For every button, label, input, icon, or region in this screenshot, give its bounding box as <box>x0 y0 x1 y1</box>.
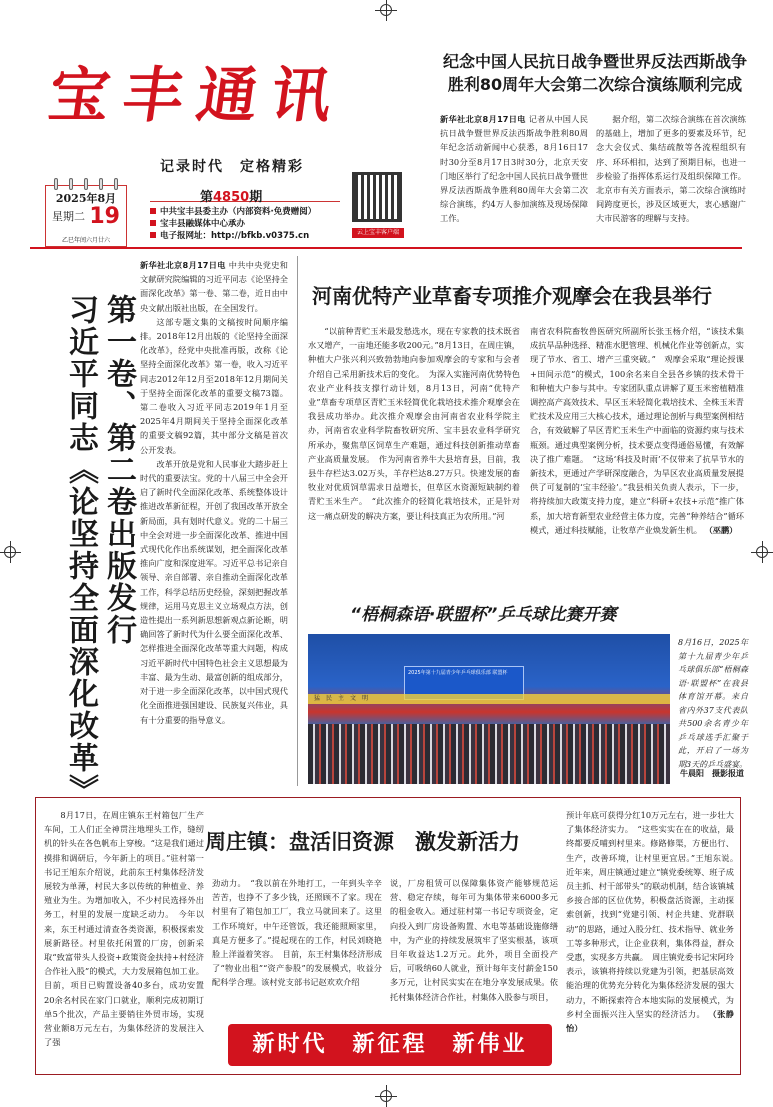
column-rule <box>297 256 298 786</box>
agri-story-text-2: 南省农科院畜牧兽医研究所副所长张玉杨介绍，“该技术集成抗旱品种选择、精准水肥管理、机械化作业等创新点，实现了节水、省工、增产三重突破。” 观摩会采取“理论授课+田间示范”的模式，100余名来自全县各乡镇的技术骨干和种植大户参与其中。专家团队重点讲解了夏玉米密植精准调控高产高效技术、旱区玉米轻简化栽培技术、全株玉米青贮技术及应用三大核心技术，通过理论剖析与典型案例相结合，有效破解了旱区青贮玉米生产中面临的资源约束与技术瓶颈。通过典型案例分析，技术要点变得通俗易懂，有效解决了推广难题。 “这场‘科技及时雨’不仅带来了抗旱节水的新技术，更通过产学研深度融合，为旱区农业高质量发展提供了可复制的‘宝丰经验’。”我县相关负责人表示，下一步，将持续加大政策支持力度，建立“科研+农技+示范”推广体系，加大培育新型农业经营主体力度，完善“种养结合”循环模式，通过科技赋能，让牧草产业焕发新生机。 <box>530 326 744 535</box>
publisher-line-1: 中共宝丰县委主办（内部资料·免费赠阅） <box>150 206 316 218</box>
publisher-line-3[interactable]: 电子报网址：http://bfkb.v0375.cn <box>150 230 316 242</box>
zhouzhuang-text-3: 说，厂房租赁可以保障集体资产能够规范运营、稳定存续，每年可为集体带来6000多元的租金收入。通过驻村第一书记专项资金，定向投入到厂房设备购置、水电等基础设施修缮中，为产业的持续发展筑牢了坚实根基，该项目年收益达1.2万元。此外，项目全面投产后，可吸纳60人就业，预计每年支付薪金150多万元，让村民实实在在地分享发展成果。依托村集体经济合作社，村集体入股参与项目， <box>390 878 558 1002</box>
agri-story-col-1 <box>308 324 520 576</box>
photo-banner-text: 2025年第十九届青少年乒乓球俱乐部 联盟杯 <box>408 670 508 676</box>
book-story-headline-col-1: 第一卷、第二卷出版发行 <box>101 294 136 646</box>
book-story-body <box>140 258 288 788</box>
registration-mark-bottom <box>380 1090 392 1102</box>
issue-number <box>150 186 340 205</box>
calendar-day: 19 <box>89 204 120 229</box>
agri-story-author: （巫鹏） <box>704 524 738 535</box>
publisher-line-2: 宝丰县融媒体中心承办 <box>150 218 316 230</box>
zhouzhuang-col-2 <box>212 876 382 1022</box>
photo-wall-stripe <box>308 694 670 704</box>
book-story-p3: 改革开放是党和人民事业大踏步赶上时代的重要法宝。党的十八届三中全会开启了新时代全面深化改革、系统整体设计推进改革新征程，开创了我国改革开放全新局面，具有划时代意义。党的二十届三中全会对进一步全面深化改革、推进中国式现代化作出系统谋划，把全面深化改革推向广度和深度进军。习近平总书记亲自领导、亲自部署、亲自推动全面深化改革工作，科学总结历史经验，深刻把握改革规律，运用马克思主义立场观点方法，创造性提出一系列新思想新观点新论断，明确回答了新时代为什么要全面深化改革、怎样推进全面深化改革等重大问题，构成习近平新时代中国特色社会主义思想最为丰富、最为生动、最富创新的组成部分，对于进一步全面深化改革，以中国式现代化全面推进强国建设、民族复兴伟业，具有十分重要的指导意义。 <box>140 458 288 725</box>
calendar-lunar: 乙巳年闰六月廿六 <box>61 237 110 244</box>
top-story-text-2: 据介绍，第二次综合演练在首次演练的基础上，增加了更多的要素及环节，纪念大会仪式、集结疏散等各流程组织有序、环环相扣，达到了预期目标，也进一步检验了指挥体系运行及组织保障工作。北京市有关方面表示，第二次综合演练时间跨度更长，涉及区域更大，衷心感谢广大市民游客的理解与支持。 <box>596 114 746 224</box>
divider-top <box>30 247 742 249</box>
photo-wall-text: 猛 民 主 文 明 <box>314 695 369 702</box>
book-story-dateline: 新华社北京8月17日电 <box>140 260 226 270</box>
registration-mark-right <box>756 546 768 558</box>
qr-caption: 云上宝丰客户端 <box>352 228 404 238</box>
pingpong-photo <box>308 634 670 784</box>
registration-mark-top <box>380 4 392 16</box>
top-story-col-2 <box>596 112 746 240</box>
agri-story-col-2 <box>530 324 744 576</box>
zhouzhuang-col-4 <box>566 808 743 1066</box>
zhouzhuang-text-4: 预计年底可获得分红10万元左右，进一步壮大了集体经济实力。 “这些实实在在的收益，最终都要反哺到村里来。修路修渠，方便出行、生产，改善环境，让村里更宜居。”王旭东说。 近年来，周庄镇通过建立“镇党委统筹、班子成员主抓、村干部带头”的联动机制，结合该镇城乡接合部的区位优势，积极盘活资源，主动探索创新，找到“党建引领、村企共建、党群联动”的思路，通过入股分红、技术指导、就业务工等多种形式，让企业获利，集体得益，群众受惠，实现多方共赢。 周庄镇党委书记宋阿玲表示，该镇将持续以党建为引领，把基层高效能治理的优势充分转化为集体经济发展的强大动力，不断探索符合本地实际的发展模式，为乡村全面振兴注入坚实的经济活力。 <box>566 810 743 1019</box>
issue-suffix: 期 <box>249 190 263 205</box>
zhouzhuang-text-1: 8月17日，在周庄镇东王村箱包厂生产车间，工人们正全神贯注地埋头工作，缝纫机的针头在各色帆布上穿梭。“这是我们通过摸排和调研后，今年新上的项目。”驻村第一书记王旭东介绍说，此前东王村集体经济发展较为单薄，村民大多以传统的种植业、养殖业为生。为增加收入，不少村民选择外出务工，村里的发展一度缺乏动力。 今年以来，东王村通过清查各类资源，积极探索发展新路径。村里依托闲置的厂房，创新采取“致富带头人投资+政策资金扶持+村经济合作社入股”的模式，大力发展箱包加工业。目前，项目已购置设备40多台，成功安置20余名村民在家门口就业，顺利完成初期订单5个批次，产品主要销往外贸市场，实现营业额8万元左右，为集体经济的发展注入了强 <box>44 810 204 1048</box>
top-story-headline <box>430 50 760 96</box>
top-story-headline-line-1: 纪念中国人民抗日战争暨世界反法西斯战争 <box>442 52 747 71</box>
photo-crowd <box>308 724 670 784</box>
agri-story-headline: 河南优特产业草畜专项推介观摩会在我县举行 <box>312 284 712 308</box>
book-story-p2: 这部专题文集的文稿按时间顺序编排。2018年12月出版的《论坚持全面深化改革》，经党中央批准再版，改称《论坚持全面深化改革》第一卷，收入习近平同志2012年12月至2018年12月期间关于坚持全面深化改革的重要文稿73篇。第二卷收入习近平同志2019年1月至2025年4月期间关于坚持全面深化改革的重要文稿92篇，其中部分文稿是首次公开发表。 <box>140 316 288 455</box>
calendar-weekday: 星期二 <box>52 210 85 223</box>
slogan-banner: 新时代 新征程 新伟业 <box>228 1024 552 1066</box>
zhouzhuang-headline: 周庄镇：盘活旧资源 激发新活力 <box>205 829 520 854</box>
zhouzhuang-col-1 <box>44 808 204 1066</box>
book-story-p1: 中共中央党史和文献研究院编辑的习近平同志《论坚持全面深化改革》第一卷、第二卷，近日由中央文献出版社出版，在全国发行。 <box>140 260 288 313</box>
zhouzhuang-col-3 <box>390 876 558 1022</box>
book-story-headline <box>56 294 136 806</box>
pingpong-caption: 8月16日，2025年第十九届青少年乒乓球俱乐部“梧桐森语·联盟杯”在我县体育馆开幕。来自省内外37支代表队共500余名青少年乒乓球选手汇聚于此，开启了一场为期3天的乒乓盛宴。 <box>678 638 748 769</box>
issue-prefix: 第 <box>200 190 214 205</box>
agri-story-text-1: “以前种青贮玉米最发愁选水，现在专家教的技术既省水又增产，一亩地还能多收200元。”8月13日，在周庄镇，种植大户张兴利兴致勃勃地向参加观摩会的专家和与会者介绍自己采用新技术后的变化。 为深入实施河南优势特色农业产业科技支撑行动计划，8月13日，河南“优特产业”草畜专项草区青贮玉米轻简优化栽培技术推介观摩会在我县成功举办。此次推介观摩会由河南省农业科学院主办，河南省农业科学院畜牧研究所、宝丰县农业科学研究所承办，聚焦草区饲草生产难题，通过科技创新推动草畜产业高质量发展。 作为河南省养牛大县培育县，目前，我县牛存栏达3.02万头，羊存栏达8.27万只。快速发展的畜牧业对优质饲草需求日益增长，但草区水资源短缺制约着青贮玉米生产。 “此次推介的轻简化栽培技术，正是针对这一痛点研发的解决方案，要让科技真正为农所用。”河 <box>308 326 520 521</box>
calendar-year-month: 2025年8月 <box>55 192 117 205</box>
book-story-headline-col-2: 习近平同志《论坚持全面深化改革》 <box>63 294 98 806</box>
qr-code-icon[interactable] <box>352 172 402 222</box>
pingpong-headline: “梧桐森语·联盟杯”乒乓球比赛开赛 <box>350 605 617 625</box>
masthead-slogan: 记录时代 定格精彩 <box>160 159 304 175</box>
top-story-text-1: 记者从中国人民抗日战争暨世界反法西斯战争胜利80周年纪念活动新闻中心获悉，8月16日17时30分至8月17日3时30分，北京天安门地区举行了纪念中国人民抗日战争暨世界反法西斯战争胜利80周年大会第二次综合演练，约4万人参加演练及现场保障工作。 <box>440 114 588 224</box>
issue-value: 4850 <box>213 190 250 205</box>
zhouzhuang-author: （张静怡） <box>566 1008 734 1034</box>
publisher-info <box>150 206 316 242</box>
top-story-headline-line-2: 胜利80周年大会第二次综合演练顺利完成 <box>447 75 743 94</box>
top-story-dateline: 新华社北京8月17日电 <box>440 114 526 124</box>
registration-mark-left <box>4 546 16 558</box>
calendar <box>45 185 127 247</box>
pingpong-credit: 牛晨阳 摄影报道 <box>680 769 744 778</box>
top-story-col-1 <box>440 112 588 240</box>
zhouzhuang-text-2: 劲动力。 “我以前在外地打工，一年到头辛辛苦苦，也挣不了多少钱，还照顾不了家。现在村里有了箱包加工厂，我立马就回来了。这里工作环境好，中午还管饭，我还能照顾家里，真是方便多了。”提起现在的工作，村民刘晓艳脸上洋溢着笑容。 目前，东王村集体经济形成了“物业出租”“资产参股”的发展模式，收益分配科学合理。该村党支部书记赵欢欢介绍 <box>212 878 382 988</box>
masthead-title: 宝丰通讯 <box>44 61 351 131</box>
